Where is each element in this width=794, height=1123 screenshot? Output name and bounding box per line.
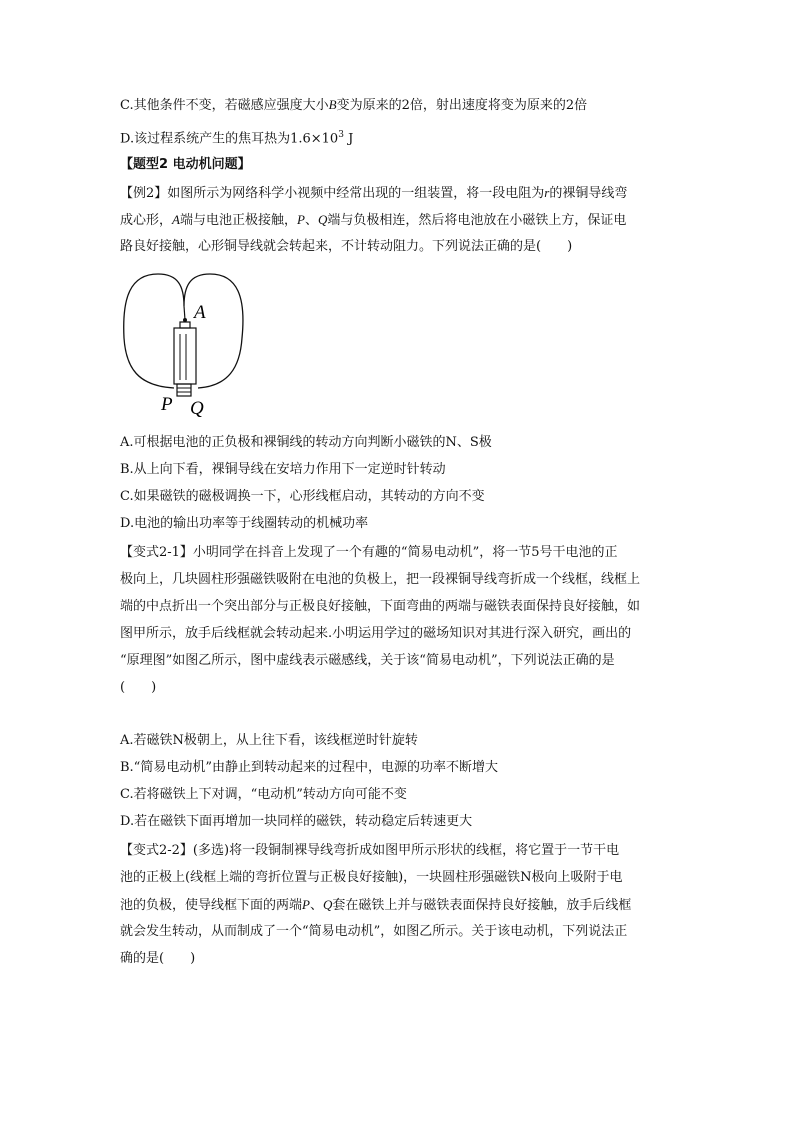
variant22-line4: 就会发生转动，从而制成了一个“简易电动机”，如图乙所示。关于该电动机，下列说法正 xyxy=(120,924,628,939)
section-title: 【题型2 电动机问题】 xyxy=(120,157,251,172)
variant22-line1: 【变式2-2】(多选)将一段铜制裸导线弯折成如图甲所示形状的线框，将它置于一节干电 xyxy=(120,843,620,858)
variant21-line3: 端的中点折出一个突出部分与正极良好接触，下面弯曲的两端与磁铁表面保持良好接触，如 xyxy=(120,599,641,614)
variant21-line5: “原理图”如图乙所示，图中虚线表示磁感线，关于该“简易电动机”，下列说法正确的是 xyxy=(120,653,615,668)
example2-option-d: D.电池的输出功率等于线圈转动的机械功率 xyxy=(120,516,369,531)
example2-line3: 路良好接触，心形铜导线就会转起来，不计转动阻力。下列说法正确的是( ) xyxy=(120,239,573,254)
example2-line1: 【例2】如图所示为网络科学小视频中经常出现的一组装置，将一段电阻为r的裸铜导线弯 xyxy=(120,185,628,201)
example2-option-b: B.从上向下看，裸铜导线在安培力作用下一定逆时针转动 xyxy=(120,462,446,477)
variant21-line1: 【变式2-1】小明同学在抖音上发现了一个有趣的“简易电动机”，将一节5号干电池的正 xyxy=(120,545,618,560)
variant22-line3: 池的负极，使导线框下面的两端P、Q套在磁铁上并与磁铁表面保持良好接触，放手后线框 xyxy=(120,897,632,913)
battery-body xyxy=(174,328,196,384)
magnet xyxy=(177,384,191,396)
variant21-line2: 极向上，几块圆柱形强磁铁吸附在电池的负极上，把一段裸铜导线弯折成一个线框，线框上 xyxy=(120,572,641,587)
variant21-option-b: B.“简易电动机”由静止到转动起来的过程中，电源的功率不断增大 xyxy=(120,760,498,775)
variant21-option-a: A.若磁铁N极朝上，从上往下看，该线框逆时针旋转 xyxy=(120,733,418,748)
heart-wire xyxy=(124,274,243,388)
variant21-option-d: D.若在磁铁下面再增加一块同样的磁铁，转动稳定后转速更大 xyxy=(120,814,473,829)
example2-option-c: C.如果磁铁的磁极调换一下，心形线框启动，其转动的方向不变 xyxy=(120,489,485,504)
variant22-line5: 确的是( ) xyxy=(120,951,196,966)
variant22-line2: 池的正极上(线框上端的弯折位置与正极良好接触)，一块圆柱形强磁铁N极向上吸附于电 xyxy=(120,870,623,885)
prev-option-d: D.该过程系统产生的焦耳热为$1.6\times 10^3$ J xyxy=(120,130,354,147)
variant21-line4: 图甲所示，放手后线框就会转动起来.小明运用学过的磁场知识对其进行深入研究，画出的 xyxy=(120,626,632,641)
variant21-line6: ( ) xyxy=(120,680,157,695)
label-A: A xyxy=(194,302,206,323)
example2-option-a: A.可根据电池的正负极和裸铜线的转动方向判断小磁铁的N、S极 xyxy=(120,435,492,450)
prev-option-c: C.其他条件不变，若磁感应强度大小B变为原来的2倍，射出速度将变为原来的2倍 xyxy=(120,97,588,113)
variant21-option-c: C.若将磁铁上下对调，“电动机”转动方向可能不变 xyxy=(120,787,407,802)
label-Q: Q xyxy=(190,398,204,418)
heart-wire-figure xyxy=(118,268,248,418)
battery-terminal xyxy=(180,322,190,328)
label-P: P xyxy=(161,394,173,415)
example2-line2: 成心形，A端与电池正极接触，P、Q端与负极相连，然后将电池放在小磁铁上方，保证电 xyxy=(120,212,627,228)
